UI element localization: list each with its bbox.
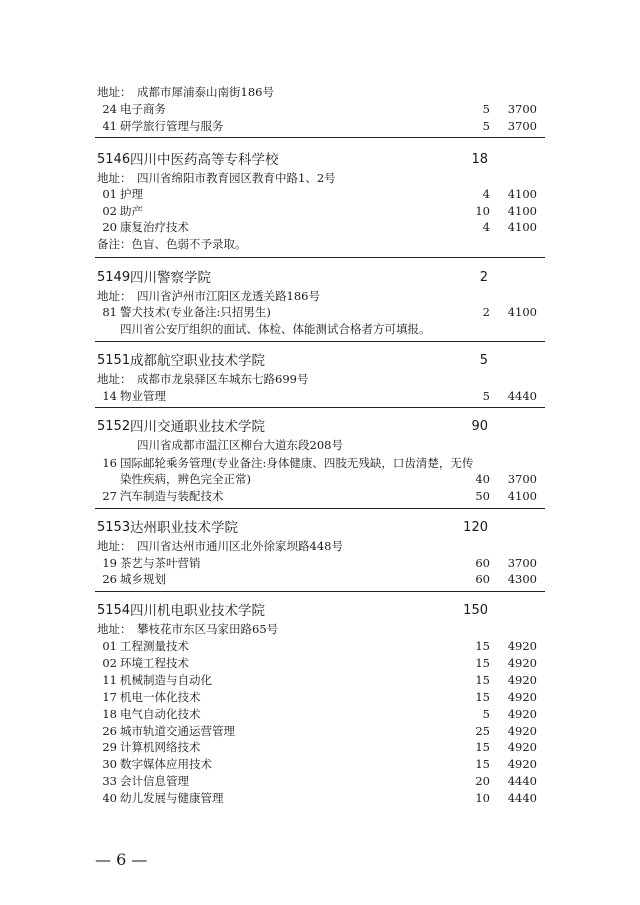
school-code: 5154 [97, 603, 131, 618]
address-row [0, 288, 640, 304]
address-label: 地址： [97, 539, 132, 553]
major-fee: 4440 [507, 389, 537, 403]
school-header [0, 353, 640, 371]
section-divider [95, 407, 545, 408]
major-fee: 4920 [507, 690, 537, 704]
major-code: 40 [102, 791, 117, 805]
major-count: 25 [475, 724, 490, 738]
major-fee: 4920 [507, 639, 537, 653]
major-count: 4 [482, 187, 490, 201]
major-count: 15 [475, 740, 490, 754]
major-count: 5 [482, 119, 490, 133]
major-code: 01 [102, 187, 117, 201]
address-row [0, 437, 640, 453]
major-code: 16 [102, 456, 117, 470]
school-name: 达州职业技术学院 [130, 520, 238, 536]
major-row [0, 219, 640, 235]
address-label: 地址： [97, 171, 132, 185]
major-fee: 4100 [507, 489, 537, 503]
note-row [0, 321, 640, 337]
major-fee: 4920 [507, 724, 537, 738]
major-row-continued [0, 471, 640, 487]
address-row [0, 84, 640, 100]
major-fee: 4440 [507, 791, 537, 805]
address-label: 地址： [97, 289, 132, 303]
major-count: 15 [475, 690, 490, 704]
major-count: 15 [475, 673, 490, 687]
school-code: 5153 [97, 520, 131, 535]
major-row [0, 488, 640, 504]
school-note: 四川省公安厅组织的面试、体检、体能测试合格者方可填报。 [120, 322, 431, 336]
major-fee: 4100 [507, 187, 537, 201]
major-name: 机电一体化技术 [120, 690, 201, 704]
major-code: 14 [102, 389, 117, 403]
major-row [0, 555, 640, 571]
major-row [0, 304, 640, 320]
major-count: 60 [475, 572, 490, 586]
section-divider [95, 137, 545, 138]
major-code: 01 [102, 639, 117, 653]
major-row [0, 118, 640, 134]
major-name: 康复治疗技术 [120, 220, 189, 234]
major-row [0, 101, 640, 117]
section-divider [95, 591, 545, 592]
major-count: 10 [475, 204, 490, 218]
school-total: 150 [463, 603, 488, 618]
school-code: 5152 [97, 419, 131, 434]
major-name: 警犬技术(专业备注:只招男生) [120, 305, 271, 319]
school-name: 成都航空职业技术学院 [130, 353, 265, 369]
address-label: 地址： [97, 85, 132, 99]
major-fee: 3700 [507, 119, 537, 133]
school-header [0, 603, 640, 621]
major-name: 助产 [120, 204, 143, 218]
major-code: 33 [102, 774, 117, 788]
major-code: 20 [102, 220, 117, 234]
school-note: 备注：色盲、色弱不予录取。 [97, 237, 247, 251]
address-text: 四川省达州市通川区北外徐家坝路448号 [137, 539, 343, 553]
major-row [0, 706, 640, 722]
major-fee: 4100 [507, 305, 537, 319]
address-text: 四川省成都市温江区柳台大道东段208号 [137, 438, 343, 452]
school-name: 四川机电职业技术学院 [130, 603, 265, 619]
major-name-continued: 染性疾病，辨色完全正常) [120, 472, 251, 486]
major-count: 4 [482, 220, 490, 234]
major-count: 10 [475, 791, 490, 805]
major-code: 30 [102, 757, 117, 771]
major-code: 19 [102, 556, 117, 570]
major-name: 国际邮轮乘务管理(专业备注:身体健康、四肢无残缺，口齿清楚，无传 [120, 456, 474, 470]
major-count: 50 [475, 489, 490, 503]
major-name: 会计信息管理 [120, 774, 189, 788]
major-name: 环境工程技术 [120, 656, 189, 670]
major-code: 18 [102, 707, 117, 721]
major-count: 15 [475, 757, 490, 771]
major-name: 茶艺与茶叶营销 [120, 556, 201, 570]
major-code: 41 [102, 119, 117, 133]
page-number: — 6 — [95, 850, 148, 869]
major-code: 24 [102, 102, 117, 116]
major-row [0, 773, 640, 789]
section-divider [95, 508, 545, 509]
school-header [0, 520, 640, 538]
major-name: 电子商务 [120, 102, 166, 116]
major-fee: 3700 [507, 472, 537, 486]
school-name: 四川中医药高等专科学校 [130, 152, 279, 168]
section-divider [95, 341, 545, 342]
school-total: 5 [479, 353, 488, 368]
school-name: 四川交通职业技术学院 [130, 419, 265, 435]
address-text: 四川省泸州市江阳区龙透关路186号 [137, 289, 320, 303]
major-name: 工程测量技术 [120, 639, 189, 653]
major-name: 研学旅行管理与服务 [120, 119, 224, 133]
major-count: 40 [475, 472, 490, 486]
address-row [0, 371, 640, 387]
school-total: 90 [471, 419, 488, 434]
major-name: 城市轨道交通运营管理 [120, 724, 235, 738]
major-count: 2 [482, 305, 490, 319]
major-row [0, 655, 640, 671]
major-fee: 4920 [507, 707, 537, 721]
major-count: 5 [482, 102, 490, 116]
major-name: 数字媒体应用技术 [120, 757, 212, 771]
address-text: 成都市犀浦泰山南街186号 [137, 85, 274, 99]
school-name: 四川警察学院 [130, 270, 211, 286]
major-code: 26 [102, 572, 117, 586]
school-total: 120 [463, 520, 488, 535]
major-count: 5 [482, 389, 490, 403]
major-code: 11 [102, 673, 117, 687]
major-count: 60 [475, 556, 490, 570]
major-fee: 4100 [507, 204, 537, 218]
school-code: 5146 [97, 152, 131, 167]
major-code: 27 [102, 489, 117, 503]
address-row [0, 538, 640, 554]
address-text: 攀枝花市东区马家田路65号 [137, 622, 279, 636]
note-row [0, 236, 640, 252]
major-count: 20 [475, 774, 490, 788]
major-row [0, 790, 640, 806]
major-count: 15 [475, 656, 490, 670]
major-name: 计算机网络技术 [120, 740, 201, 754]
address-label: 地址： [97, 372, 132, 386]
major-code: 02 [102, 204, 117, 218]
major-row [0, 571, 640, 587]
address-row [0, 621, 640, 637]
major-count: 5 [482, 707, 490, 721]
address-label: 地址： [97, 622, 132, 636]
school-total: 2 [479, 270, 488, 285]
school-total: 18 [471, 152, 488, 167]
major-fee: 4300 [507, 572, 537, 586]
major-name: 汽车制造与装配技术 [120, 489, 224, 503]
major-row [0, 756, 640, 772]
major-code: 26 [102, 724, 117, 738]
major-fee: 4920 [507, 656, 537, 670]
section-divider [95, 257, 545, 258]
major-name: 护理 [120, 187, 143, 201]
address-row [0, 170, 640, 186]
major-code: 02 [102, 656, 117, 670]
major-name: 物业管理 [120, 389, 166, 403]
major-name: 电气自动化技术 [120, 707, 201, 721]
school-header [0, 270, 640, 288]
major-name: 城乡规划 [120, 572, 166, 586]
major-name: 机械制造与自动化 [120, 673, 212, 687]
major-code: 81 [102, 305, 117, 319]
major-code: 17 [102, 690, 117, 704]
address-text: 四川省绵阳市教育园区教育中路1、2号 [137, 171, 336, 185]
major-count: 15 [475, 639, 490, 653]
school-code: 5151 [97, 353, 131, 368]
major-fee: 4440 [507, 774, 537, 788]
major-row [0, 203, 640, 219]
major-row [0, 723, 640, 739]
major-row [0, 388, 640, 404]
major-row [0, 739, 640, 755]
address-text: 成都市龙泉驿区车城东七路699号 [137, 372, 309, 386]
school-header [0, 152, 640, 170]
major-fee: 4100 [507, 220, 537, 234]
major-row [0, 455, 640, 471]
major-row [0, 186, 640, 202]
major-fee: 3700 [507, 556, 537, 570]
major-row [0, 689, 640, 705]
school-code: 5149 [97, 270, 131, 285]
major-code: 29 [102, 740, 117, 754]
major-row [0, 638, 640, 654]
major-fee: 4920 [507, 673, 537, 687]
major-row [0, 672, 640, 688]
major-fee: 3700 [507, 102, 537, 116]
major-name: 幼儿发展与健康管理 [120, 791, 224, 805]
major-fee: 4920 [507, 740, 537, 754]
major-fee: 4920 [507, 757, 537, 771]
school-header [0, 419, 640, 437]
